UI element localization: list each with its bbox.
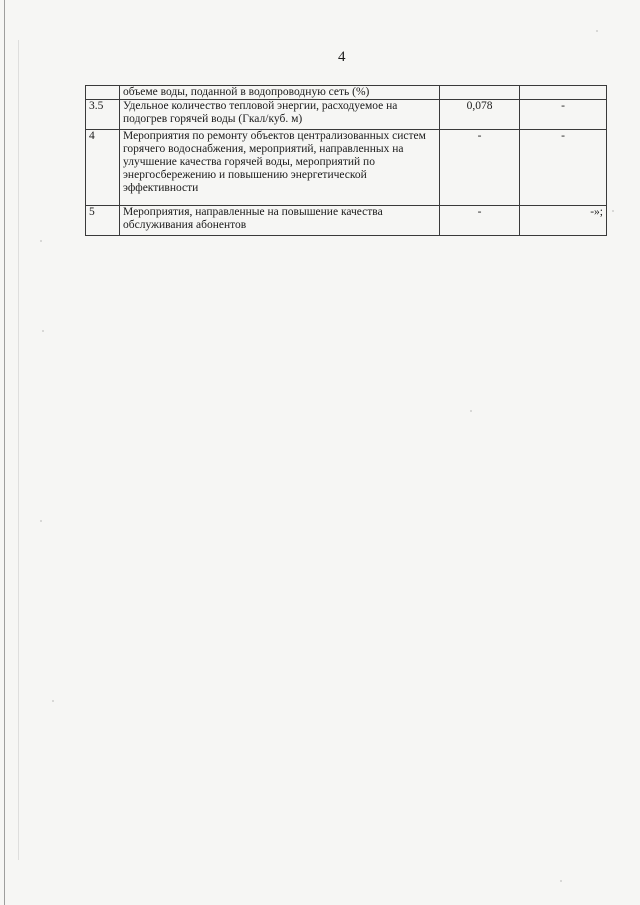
row-description: объеме воды, поданной в водопроводную сеть (%) <box>120 86 440 100</box>
measures-table <box>85 85 607 236</box>
scan-speck <box>612 210 614 212</box>
scan-edge-shadow <box>18 40 19 860</box>
row-value-1 <box>440 86 520 100</box>
row-number <box>86 86 120 100</box>
scan-speck <box>40 240 42 242</box>
row-number: 5 <box>86 206 120 236</box>
scan-speck <box>42 330 44 332</box>
scan-speck <box>596 30 598 32</box>
row-description: Мероприятия по ремонту объектов централизованных систем горячего водоснабжения, мероприятий, направленных на улучшение качества горячей воды, мероприятий по энергосбережению и повышению энергетической эффективности <box>120 130 440 206</box>
scan-speck <box>40 520 42 522</box>
scan-speck <box>560 880 562 882</box>
table-row <box>86 206 607 236</box>
page-number: 4 <box>338 49 346 65</box>
row-description: Удельное количество тепловой энергии, расходуемое на подогрев горячей воды (Гкал/куб. м) <box>120 100 440 130</box>
row-number: 3.5 <box>86 100 120 130</box>
row-value-2: - <box>520 130 607 206</box>
table-row <box>86 100 607 130</box>
row-value-1: - <box>440 130 520 206</box>
row-number: 4 <box>86 130 120 206</box>
scan-speck <box>52 700 54 702</box>
scan-speck <box>470 410 472 412</box>
scan-edge-line <box>4 0 5 905</box>
row-value-1: - <box>440 206 520 236</box>
table-row <box>86 86 607 100</box>
table-row <box>86 130 607 206</box>
row-value-2: -»; <box>520 206 607 236</box>
row-value-2: - <box>520 100 607 130</box>
row-value-2 <box>520 86 607 100</box>
row-description: Мероприятия, направленные на повышение качества обслуживания абонентов <box>120 206 440 236</box>
row-value-1: 0,078 <box>440 100 520 130</box>
